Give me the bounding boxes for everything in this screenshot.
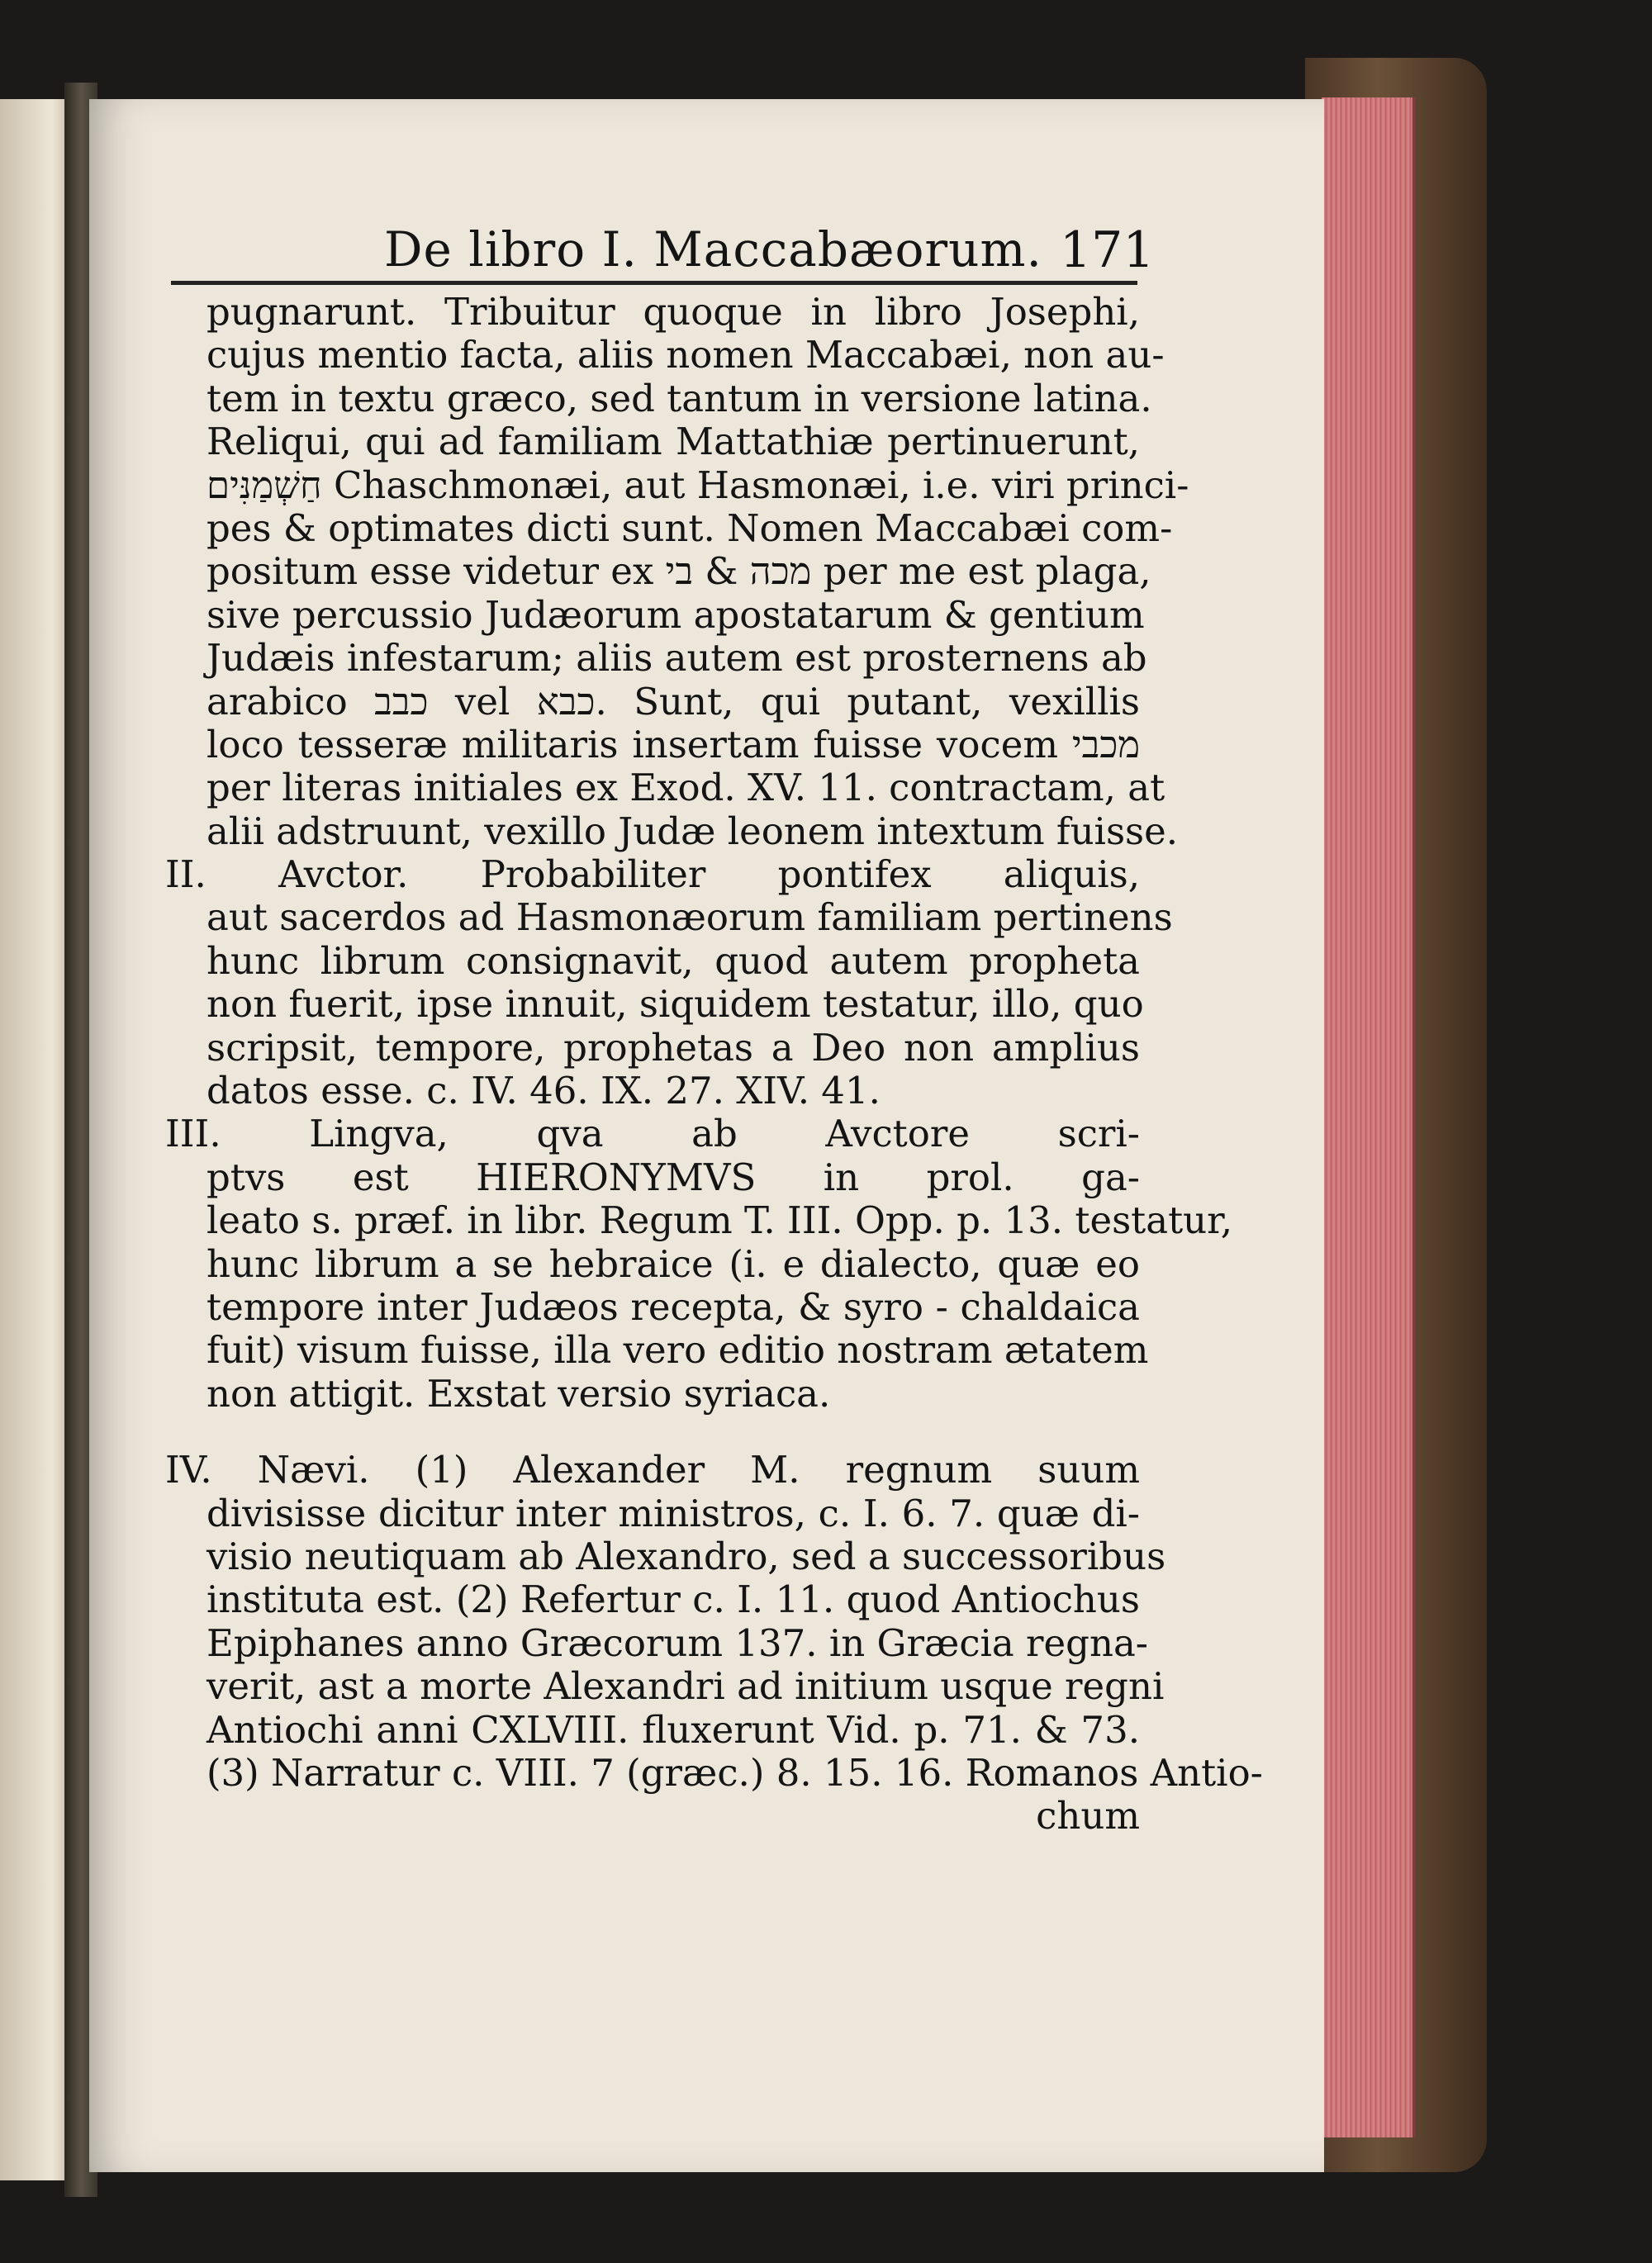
text-line: Epiphanes anno Græcorum 137. in Græcia regna-: [206, 1620, 1149, 1665]
text-line: non fuerit, ipse innuit, siquidem testatur, illo, quo: [206, 982, 1144, 1027]
text-line: verit, ast a morte Alexandri ad initium usque regni: [206, 1664, 1165, 1709]
text-line: חַשְׁמַנִּים Chaschmonæi, aut Hasmonæi, i.e. viri princi-: [206, 463, 1189, 507]
page-body: [165, 290, 1263, 1838]
facing-page: [0, 99, 74, 2180]
catchword: chum: [1036, 1794, 1140, 1838]
text-line: Reliqui, qui ad familiam Mattathiæ pertinuerunt,: [206, 420, 1140, 464]
text-line: Antiochi anni CXLVIII. fluxerunt Vid. p. 71. & 73.: [206, 1707, 1140, 1752]
text-line: non attigit. Exstat versio syriaca.: [206, 1371, 831, 1416]
text-line: fuit) visum fuisse, illa vero editio nostram ætatem: [206, 1328, 1149, 1373]
section-heading-iv: IV. Nævi. (1) Alexander M. regnum suum: [165, 1448, 1140, 1492]
section-gap: [206, 1416, 1140, 1449]
text-line: divisisse dicitur inter ministros, c. I. 6. 7. quæ di-: [206, 1491, 1140, 1535]
text-line: positum esse videtur ex מכה & בי per me est plaga,: [206, 549, 1151, 594]
text-line: cujus mentio facta, aliis nomen Maccabæi, non au-: [206, 333, 1165, 377]
text-line: alii adstruunt, vexillo Judæ leonem intextum fuisse.: [206, 809, 1179, 853]
text-line: visio neutiquam ab Alexandro, sed a successoribus: [206, 1534, 1166, 1578]
text-line: scripsit, tempore, prophetas a Deo non amplius: [206, 1025, 1140, 1070]
text-line: sive percussio Judæorum apostatarum & gentium: [206, 592, 1145, 637]
text-line: instituta est. (2) Refertur c. I. 11. quod Antiochus: [206, 1577, 1140, 1622]
text-line: datos esse. c. IV. 46. IX. 27. XIV. 41.: [206, 1069, 881, 1113]
text-line: arabico כבב vel כבא. Sunt, qui putant, vexillis: [206, 679, 1141, 723]
text-line: aut sacerdos ad Hasmonæorum familiam pertinens: [206, 895, 1173, 940]
text-line: tem in textu græco, sed tantum in versione latina.: [206, 376, 1152, 420]
text-line: hunc librum consignavit, quod autem propheta: [206, 938, 1140, 983]
page-edges: [1322, 97, 1416, 2137]
header-rule: [171, 281, 1137, 285]
text-line: hunc librum a se hebraice (i. e dialecto, quæ eo: [206, 1241, 1140, 1286]
running-head: De libro I. Maccabæorum.: [384, 221, 1042, 278]
text-line: loco tesseræ militaris insertam fuisse vocem מכבי: [206, 722, 1140, 766]
text-line: Judæis infestarum; aliis autem est prosternens ab: [206, 636, 1147, 681]
text-line: pugnarunt. Tribuitur quoque in libro Josephi,: [206, 290, 1140, 334]
section-heading-ii: II. Avctor. Probabiliter pontifex aliquis,: [165, 852, 1140, 897]
text-line: leato s. præf. in libr. Regum T. III. Opp. p. 13. testatur,: [206, 1198, 1233, 1243]
text-line: tempore inter Judæos recepta, & syro - chaldaica: [206, 1284, 1140, 1329]
section-heading-iii: III. Lingva, qva ab Avctore scri-: [165, 1112, 1140, 1156]
text-line: ptvs est HIERONYMVS in prol. ga-: [206, 1155, 1140, 1199]
text-line: per literas initiales ex Exod. XV. 11. contractam, at: [206, 766, 1165, 810]
text-line: pes & optimates dicti sunt. Nomen Maccabæi com-: [206, 505, 1173, 550]
page-number: 171: [1060, 221, 1155, 279]
text-line: (3) Narratur c. VIII. 7 (græc.) 8. 15. 16. Romanos Antio-: [206, 1750, 1263, 1795]
